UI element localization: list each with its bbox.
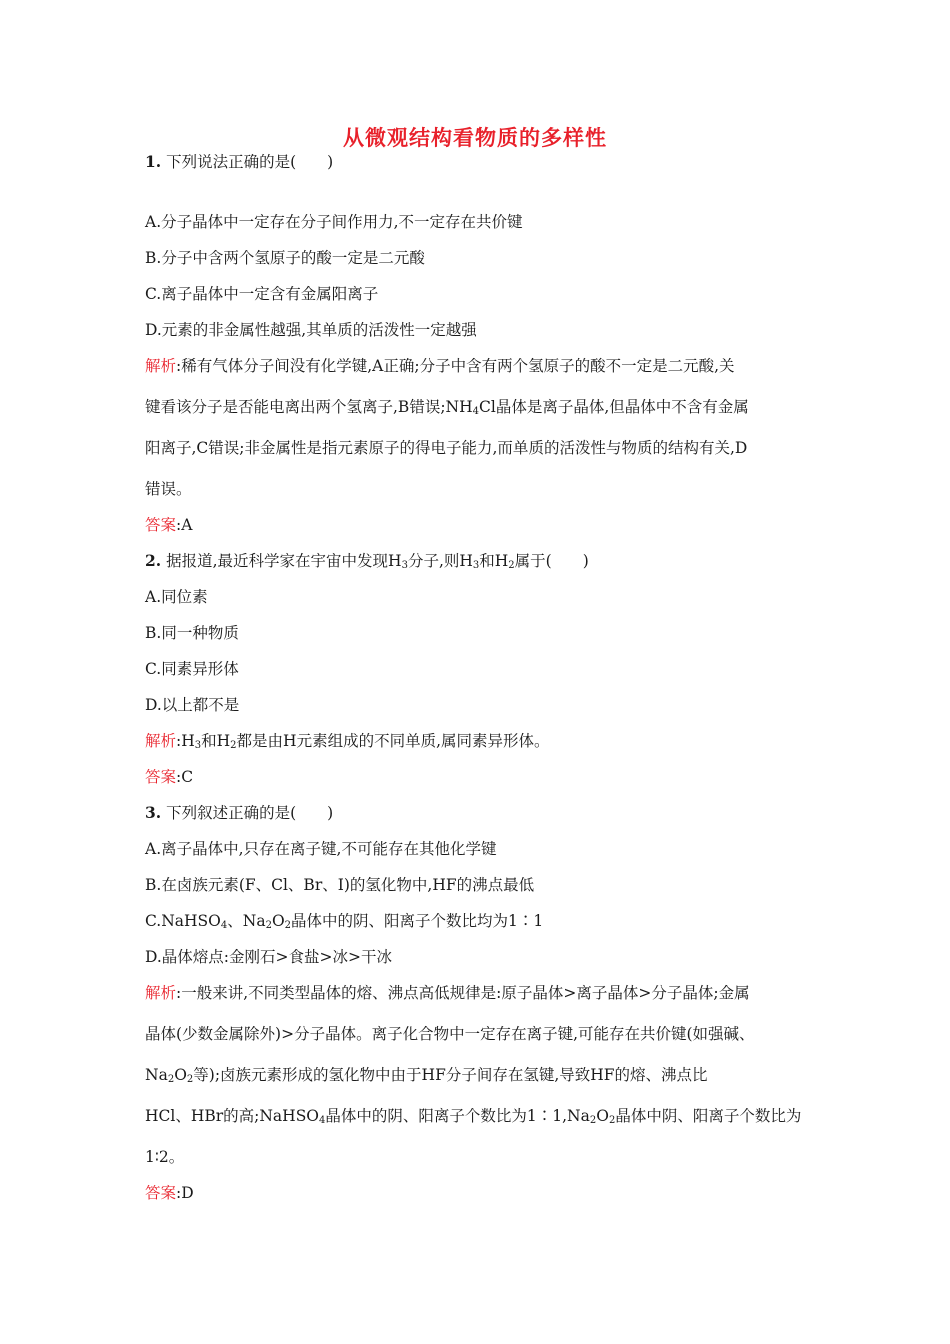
q2-analysis: 解析$:H_3$和$H_2$都是由H元素组成的不同单质,属同素异形体。 xyxy=(145,732,550,751)
q2-answer: 答案:C xyxy=(145,768,194,786)
q1-option-c: C.离子晶体中一定含有金属阳离子 xyxy=(145,285,379,303)
q1-analysis-line-4: 错误。 xyxy=(145,480,192,498)
question-number: 1. xyxy=(145,152,162,171)
q1-option-a: A.分子晶体中一定存在分子间作用力,不一定存在共价键 xyxy=(145,213,523,231)
q3-answer: 答案:D xyxy=(145,1184,194,1202)
question-2-stem: 2. 据报道,最近科学家在宇宙中发现$H_3$分子,则$H_3$和$H_2$属于( ) xyxy=(145,551,589,571)
q2-option-a: A.同位素 xyxy=(145,588,208,606)
answer-label: 答案 xyxy=(145,768,177,786)
q3-analysis-line-5: 1∶2。 xyxy=(145,1148,185,1166)
q1-answer: 答案:A xyxy=(145,516,193,534)
answer-label: 答案 xyxy=(145,1184,177,1202)
question-number: 2. xyxy=(145,551,162,570)
q3-option-d: D.晶体熔点:金刚石>食盐>冰>干冰 xyxy=(145,948,392,966)
q3-option-a: A.离子晶体中,只存在离子键,不可能存在其他化学键 xyxy=(145,840,497,858)
q3-option-b: B.在卤族元素(F、Cl、Br、I)的氢化物中,HF的沸点最低 xyxy=(145,876,535,894)
answer-label: 答案 xyxy=(145,516,177,534)
q2-option-b: B.同一种物质 xyxy=(145,624,239,642)
q1-analysis-line-1: 解析:稀有气体分子间没有化学键,A正确;分子中含有两个氢原子的酸不一定是二元酸,关 xyxy=(145,357,735,375)
q2-option-d: D.以上都不是 xyxy=(145,696,240,714)
question-1-stem: 1. 下列说法正确的是( ) xyxy=(145,152,334,171)
analysis-label: 解析 xyxy=(145,732,177,750)
question-3-stem: 3. 下列叙述正确的是( ) xyxy=(145,803,334,822)
question-number: 3. xyxy=(145,803,162,822)
analysis-label: 解析 xyxy=(145,357,177,375)
q3-analysis-line-4: HCl、HBr的高;NaHSO$_4$晶体中的阴、阳离子个数比为$1∶1,Na_2O_2$晶体中阴、阳离子个数比为 xyxy=(145,1107,802,1126)
q3-analysis-line-2: 晶体(少数金属除外)>分子晶体。离子化合物中一定存在离子键,可能存在共价键(如强碱、 xyxy=(145,1025,755,1043)
q3-option-c: C.NaHSO$_4$、$Na_2O_2$晶体中的阴、阳离子个数比均为1∶1 xyxy=(145,912,544,931)
q3-analysis-line-3: $Na_2O_2$等);卤族元素形成的氢化物中由于HF分子间存在氢键,导致HF的熔、沸点比 xyxy=(145,1066,708,1085)
q1-analysis-line-3: 阳离子,C错误;非金属性是指元素原子的得电子能力,而单质的活泼性与物质的结构有关,D xyxy=(145,439,748,457)
q1-analysis-line-2: 键看该分子是否能电离出两个氢离子,B错误$;NH_4Cl$晶体是离子晶体,但晶体中不含有金属 xyxy=(145,398,749,417)
q1-option-b: B.分子中含两个氢原子的酸一定是二元酸 xyxy=(145,249,425,267)
q3-analysis-line-1: 解析:一般来讲,不同类型晶体的熔、沸点高低规律是:原子晶体>离子晶体>分子晶体;金属 xyxy=(145,984,750,1002)
q1-option-d: D.元素的非金属性越强,其单质的活泼性一定越强 xyxy=(145,321,477,339)
q2-option-c: C.同素异形体 xyxy=(145,660,239,678)
page-title: 从微观结构看物质的多样性 xyxy=(343,125,607,150)
analysis-label: 解析 xyxy=(145,984,177,1002)
